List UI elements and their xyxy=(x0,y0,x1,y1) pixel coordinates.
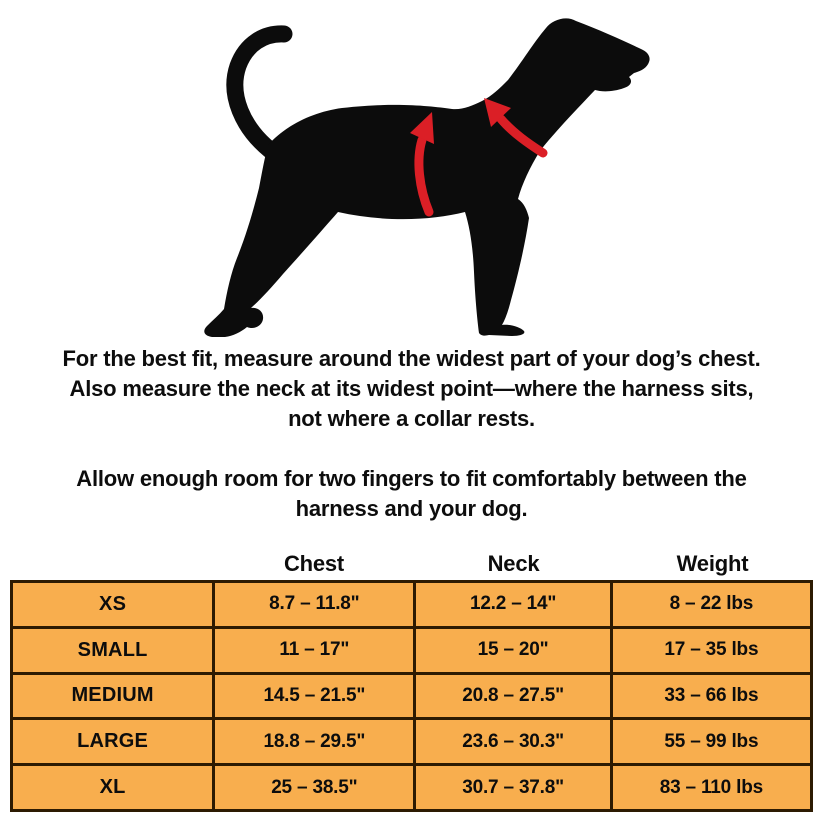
row-xl-chest-value: 25 – 38.5" xyxy=(215,766,413,809)
weight-column-header: Weight xyxy=(676,551,749,576)
row-small-chest-value: 11 – 17" xyxy=(215,629,413,672)
row-medium-size-label: MEDIUM xyxy=(13,675,212,718)
fit-instructions-line-2: Also measure the neck at its widest point—where the harness sits, xyxy=(69,376,754,401)
fit-instructions-line-3: not where a collar rests. xyxy=(288,406,535,431)
row-xl-weight-value: 83 – 110 lbs xyxy=(613,766,810,809)
row-xs-neck-value: 12.2 – 14" xyxy=(416,583,609,626)
row-small-neck-value: 15 – 20" xyxy=(416,629,609,672)
neck-column-header: Neck xyxy=(487,551,540,576)
row-xl-neck-value: 30.7 – 37.8" xyxy=(416,766,609,809)
fit-instructions-line-1: For the best fit, measure around the widest part of your dog’s chest. xyxy=(62,346,761,371)
dog-body-shape xyxy=(204,18,649,337)
row-large-weight-value: 55 – 99 lbs xyxy=(613,720,810,763)
spacing-instructions xyxy=(0,464,823,524)
row-medium-weight-value: 33 – 66 lbs xyxy=(613,675,810,718)
fit-instructions xyxy=(0,344,823,434)
row-medium-chest-value: 14.5 – 21.5" xyxy=(215,675,413,718)
row-small-size-label: SMALL xyxy=(13,629,212,672)
row-xs-size-label: XS xyxy=(13,583,212,626)
row-small-weight-value: 17 – 35 lbs xyxy=(613,629,810,672)
row-large-neck-value: 23.6 – 30.3" xyxy=(416,720,609,763)
spacing-instructions-line-1: Allow enough room for two fingers to fit comfortably between the xyxy=(76,466,747,491)
row-xl-size-label: XL xyxy=(13,766,212,809)
chest-column-header: Chest xyxy=(283,551,345,576)
row-xs-chest-value: 8.7 – 11.8" xyxy=(215,583,413,626)
size-chart-header xyxy=(10,549,813,579)
row-xs-weight-value: 8 – 22 lbs xyxy=(613,583,810,626)
row-large-chest-value: 18.8 – 29.5" xyxy=(215,720,413,763)
row-medium-neck-value: 20.8 – 27.5" xyxy=(416,675,609,718)
row-large-size-label: LARGE xyxy=(13,720,212,763)
dog-tail-shape xyxy=(235,34,284,150)
dog-silhouette-image xyxy=(0,0,823,352)
size-chart xyxy=(10,580,813,812)
size-column-header-blank xyxy=(10,549,213,579)
spacing-instructions-line-2: harness and your dog. xyxy=(295,496,528,521)
